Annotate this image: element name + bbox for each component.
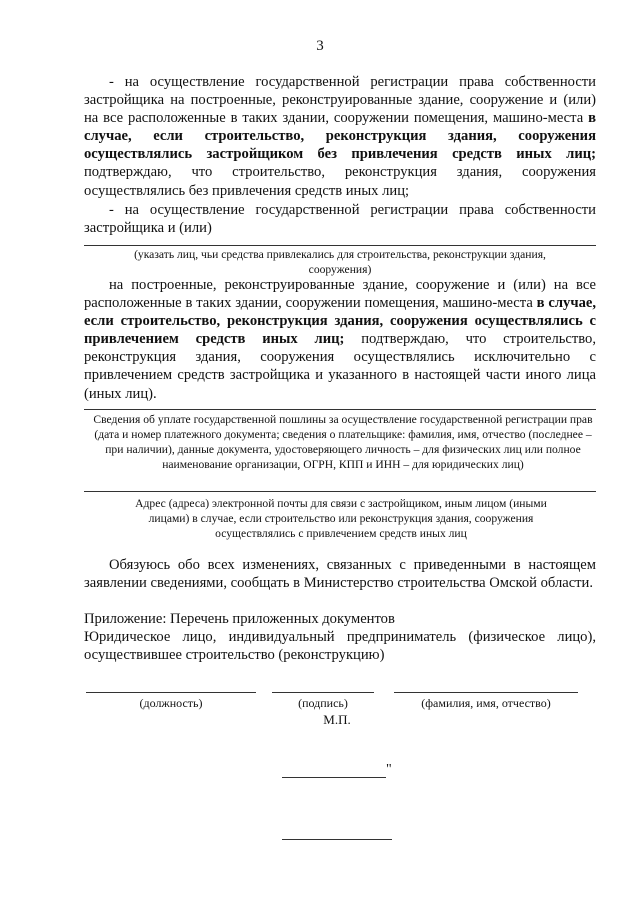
signature-caption: (подпись) — [298, 696, 348, 710]
attachment-line: Приложение: Перечень приложенных документов — [84, 611, 395, 627]
note-state-duty: Сведения об уплате государственной пошлины за осуществление государственной регистрации прав (дата и номер платежного документа; сведения о плательщике: фамилия, имя, отчество (последнее – при наличии), данные документа, удостоверяющего личность – для физических лиц или полное наименование организации, ОГРН, КПП и ИНН – для юридических лиц) — [93, 413, 593, 471]
paragraph-lead: - на осуществление государственной регистрации права собственности застройщика на построенные, реконструированные здание, сооружение и (или) на все расположенные в таких здании, сооружении помещения, машино-места — [84, 74, 596, 127]
note-persons-funds: (указать лиц, чьи средства привлекались для строительства, реконструкции здания, сооружения) — [134, 248, 546, 276]
name-line — [394, 692, 578, 693]
paragraph-condition-bold: в случае, если строительство, реконструкция здания, сооружения осуществлялись застройщиком без привлечения средств иных лиц; — [84, 110, 596, 163]
fill-line — [84, 409, 596, 410]
page-number: 3 — [316, 38, 324, 54]
name-caption: (фамилия, имя, отчество) — [421, 696, 551, 710]
paragraph-tail: подтверждаю, что строительство, реконструкция здания, сооружения осуществлялись исключительно с привлечением средств застройщика и указанного в настоящей части иного лица (иных лиц). — [84, 331, 597, 402]
position-line — [86, 692, 256, 693]
number-line — [282, 839, 392, 840]
paragraph-registration-with-others: - на осуществление государственной регистрации права собственности застройщика и (или) — [84, 202, 596, 237]
paragraph-lead: на построенные, реконструированные здание, сооружение и (или) на все расположенные в таких здании, сооружении помещения, машино-места — [84, 277, 596, 312]
paragraph-condition-bold: в случае, если строительство, реконструкция здания, сооружения осуществлялись с привлечением средств иных лиц; — [84, 295, 596, 348]
date-line — [282, 777, 386, 778]
stamp-label: М.П. — [323, 712, 351, 727]
signature-line — [272, 692, 374, 693]
paragraph-registration-own-funds — [84, 73, 596, 200]
paragraph-tail: подтверждаю, что строительство, реконструкция здания, сооружения осуществлялись без привлечения средств иных лиц; — [84, 164, 596, 199]
paragraph-obligation: Обязуюсь обо всех изменениях, связанных с приведенными в настоящем заявлении сведениями, сообщать в Министерство строительства Омской области. — [84, 557, 596, 592]
date-quote: " — [386, 762, 392, 777]
paragraph-buildings-with-others — [84, 276, 596, 403]
position-caption: (должность) — [139, 696, 203, 710]
fill-line — [84, 491, 596, 492]
signatory-description: Юридическое лицо, индивидуальный предприниматель (физическое лицо), осуществившее строительство (реконструкцию) — [84, 629, 596, 664]
fill-line — [84, 245, 596, 246]
note-email: Адрес (адреса) электронной почты для связи с застройщиком, иным лицом (иными лицами) в случае, если строительство или реконструкция здания, сооружения осуществлялись с привлечением средств иных лиц — [135, 497, 547, 540]
